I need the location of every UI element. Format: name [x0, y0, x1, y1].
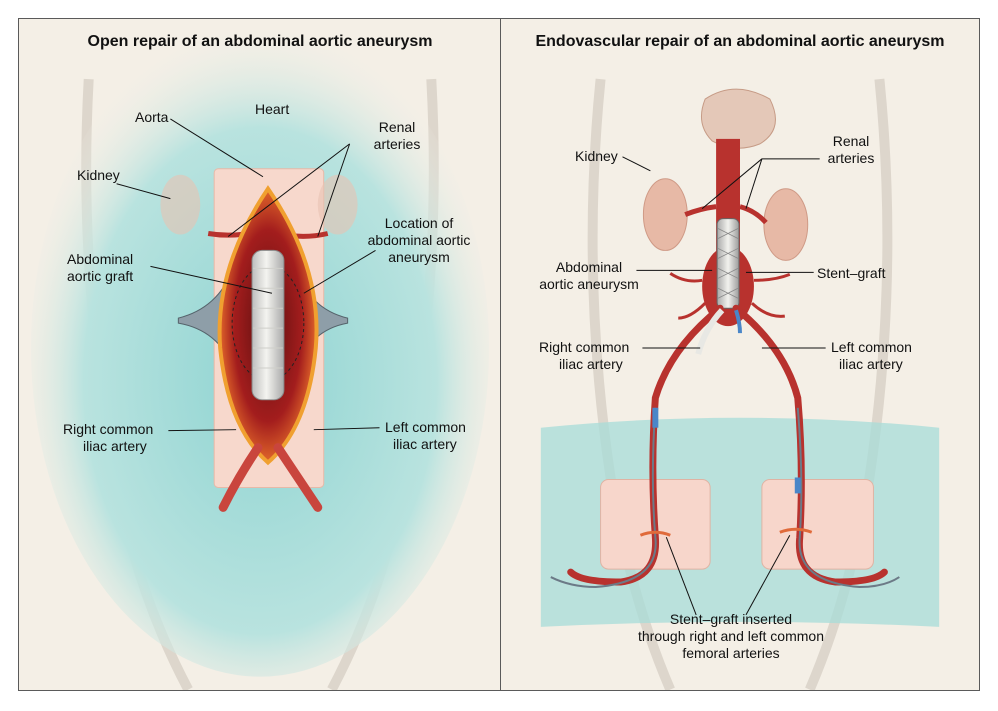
- label-right-iliac: Right common iliac artery: [539, 339, 630, 372]
- label-abdominal-aortic-aneurysm: Abdominal aortic aneurysm: [539, 259, 639, 292]
- label-heart: Heart: [255, 101, 290, 117]
- label-stent-graft-inserted: Stent–graft inserted through right and left common femoral arteries: [638, 611, 824, 661]
- label-kidney: Kidney: [575, 148, 618, 164]
- kidney-right: [318, 175, 358, 235]
- open-repair-panel: [18, 18, 502, 691]
- label-aortic-graft: Abdominal aortic graft: [67, 251, 134, 284]
- label-left-iliac: Left common iliac artery: [385, 419, 466, 452]
- kidney-left-side: [764, 189, 808, 261]
- label-aorta: Aorta: [135, 109, 169, 125]
- label-kidney: Kidney: [77, 167, 120, 183]
- left-groin-window: [762, 479, 874, 569]
- label-right-iliac: Right common iliac artery: [63, 421, 154, 454]
- kidney-left: [160, 175, 200, 235]
- endovascular-repair-title: Endovascular repair of an abdominal aortic aneurysm: [535, 33, 945, 50]
- kidney-right-side: [643, 179, 687, 251]
- label-left-iliac: Left common iliac artery: [831, 339, 912, 372]
- open-repair-title: Open repair of an abdominal aortic aneurysm: [87, 33, 433, 50]
- endovascular-repair-panel: [500, 18, 980, 691]
- label-stent-graft: Stent–graft: [817, 265, 886, 281]
- stent-graft-body: [717, 219, 739, 309]
- aortic-graft: [252, 250, 284, 399]
- label-aneurysm-location: Location of abdominal aortic aneurysm: [367, 215, 471, 265]
- label-renal-arteries: Renal arteries: [827, 133, 875, 166]
- label-renal-arteries: Renal arteries: [373, 119, 421, 152]
